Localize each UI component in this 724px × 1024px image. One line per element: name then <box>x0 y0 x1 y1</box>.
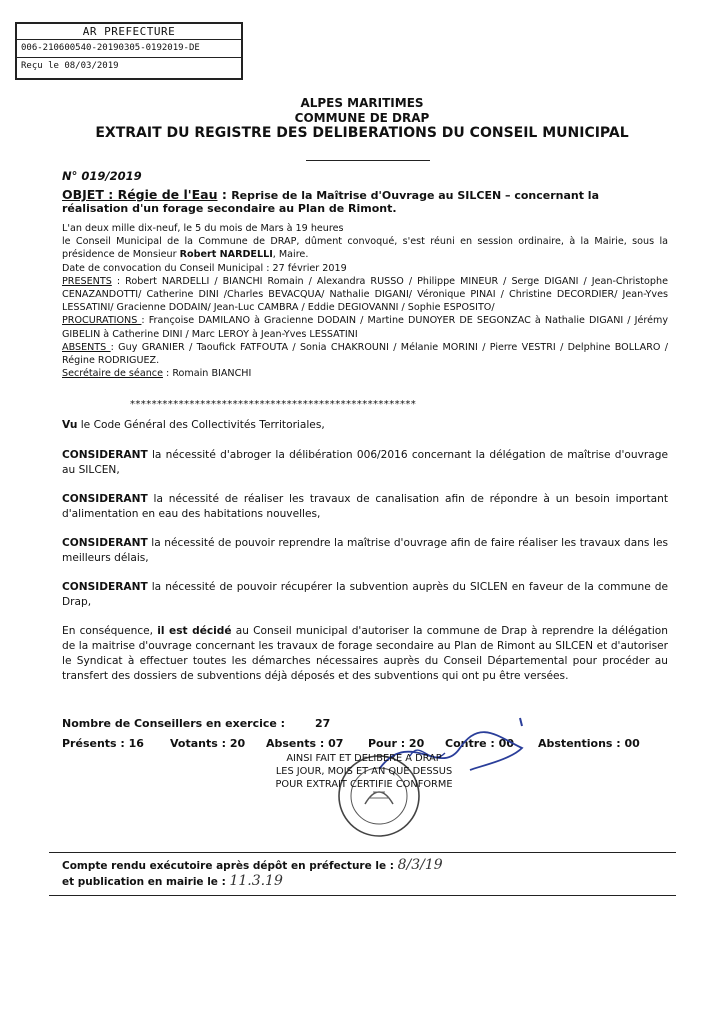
objet-block <box>62 188 662 215</box>
secretary-label: Secrétaire de séance <box>62 368 163 380</box>
session-convened <box>62 235 668 261</box>
prefecture-title: AR PREFECTURE <box>17 24 241 40</box>
considerant-text: la nécessité de réaliser les travaux de canalisation afin de répondre à un besoin important d'alimentation en eau des habitations nouvelles, <box>62 493 668 520</box>
prefecture-stamp <box>15 22 243 80</box>
objet-text: Reprise de la Maîtrise d'Ouvrage au SILCEN – concernant la réalisation d'un forage secondaire au Plan de Rimont. <box>62 189 600 215</box>
closing-line-1: AINSI FAIT ET DELIBERE A DRAP <box>286 753 442 764</box>
vu-label: Vu <box>62 419 78 431</box>
prefecture-reference: 006-210600540-20190305-0192019-DE <box>17 40 241 58</box>
considerant-text: la nécessité de pouvoir reprendre la maîtrise d'ouvrage afin de faire réaliser les travaux dans les meilleurs délais, <box>62 537 668 564</box>
deliberation-number: N° 019/2019 <box>62 169 142 183</box>
presents-label: PRESENTS <box>62 275 112 287</box>
heading-divider <box>306 160 430 161</box>
contre-count: Contre : 00 <box>445 737 514 750</box>
decision-verb: il est décidé <box>157 625 232 637</box>
session-date: L'an deux mille dix-neuf, le 5 du mois de Mars à 19 heures <box>62 223 344 234</box>
publication-date: 11.3.19 <box>229 873 283 889</box>
publication-label: et publication en mairie le : <box>62 876 226 888</box>
mayor-title: , Maire. <box>272 249 309 261</box>
mayor-name: Robert NARDELLI <box>179 249 273 261</box>
procurations-label: PROCURATIONS <box>62 315 142 327</box>
vu-text: le Code Général des Collectivités Territoriales, <box>77 419 325 431</box>
executoire-label: Compte rendu exécutoire après dépôt en préfecture le : <box>62 860 394 872</box>
abstentions-count: Abstentions : 00 <box>538 737 640 750</box>
absents-label: ABSENTS <box>62 341 111 353</box>
decision-intro: En conséquence, <box>62 625 158 637</box>
decision-text: au Conseil municipal d'autoriser la commune de Drap à reprendre la délégation de la maitrise d'ouvrage concernant les travaux de forage secondaire au Plan de Rimont au SILCEN et d'autoriser le Syndicat à effectuer toutes les démarches nécessaires auprès du Conseil Départemental pour procéder au transfert des dossiers de subventions déjà déposés et des subventions qui ont pu être versées. <box>62 625 668 682</box>
secretary-name: : Romain BIANCHI <box>162 368 252 380</box>
register-heading: EXTRAIT DU REGISTRE DES DELIBERATIONS DU CONSEIL MUNICIPAL <box>95 125 629 141</box>
prefecture-received-date: Reçu le 08/03/2019 <box>21 61 119 71</box>
procurations-list <box>62 314 668 340</box>
publication-line <box>62 873 283 889</box>
considerant-label: CONSIDERANT <box>62 493 148 505</box>
decision-paragraph <box>62 624 668 684</box>
department-heading: ALPES MARITIMES <box>300 96 424 110</box>
closing-line-2: LES JOUR, MOIS ET AN QUE DESSUS <box>275 766 453 777</box>
presents-names: : Robert NARDELLI / BIANCHI Romain / Alexandra RUSSO / Philippe MINEUR / Serge DIGANI / Jean-Christophe CENAZANDOTTI/ Catherine DINI /Charles BEVACQUA/ Nathalie DIGANI/ Véronique PINAI / Christine DECORDIER/ Jean-Yves LESSATINI/ Gracienne DODAIN/ Jean-Luc CAMBRA / Eddie DEGIOVANNI / Sophie ESPOSITO/ <box>62 275 668 314</box>
conseillers-exercice-label: Nombre de Conseillers en exercice : <box>62 717 286 730</box>
considerant-label: CONSIDERANT <box>62 537 148 549</box>
absents-names: : Guy GRANIER / Taoufick FATFOUTA / Sonia CHAKROUNI / Mélanie MORINI / Pierre VESTRI / Delphine BOLLARO / Régine RODRIGUEZ. <box>62 341 668 367</box>
closing-line-3: POUR EXTRAIT CERTIFIE CONFORME <box>275 779 453 790</box>
conseillers-exercice-count: 27 <box>315 717 331 730</box>
separator-stars: ***************************************************** <box>130 399 417 410</box>
executoire-line <box>62 857 443 873</box>
presents-list <box>62 275 668 315</box>
considerant-label: CONSIDERANT <box>62 449 148 461</box>
objet-separator: : <box>217 187 232 202</box>
absents-count: Absents : 07 <box>266 737 344 750</box>
pour-count: Pour : 20 <box>368 737 425 750</box>
commune-heading: COMMUNE DE DRAP <box>294 111 430 125</box>
convened-text: le Conseil Municipal de la Commune de DRAP, dûment convoqué, s'est réuni en session ordinaire, à la Mairie, sous la présidence de Monsieur <box>62 236 668 261</box>
preamble <box>62 222 668 380</box>
considerant-1 <box>62 448 668 478</box>
considerant-4 <box>62 580 668 610</box>
considerant-label: CONSIDERANT <box>62 581 148 593</box>
considerant-2 <box>62 492 668 522</box>
vu-paragraph <box>62 418 668 433</box>
votants-count: Votants : 20 <box>170 737 246 750</box>
considerant-3 <box>62 536 668 566</box>
convocation-date: Date de convocation du Conseil Municipal : 27 février 2019 <box>62 262 347 274</box>
considerant-text: la nécessité d'abroger la délibération 006/2016 concernant la délégation de maîtrise d'ouvrage au SILCEN, <box>62 449 668 476</box>
considerant-text: la nécessité de pouvoir récupérer la subvention auprès du SICLEN en faveur de la commune de Drap, <box>62 581 668 608</box>
executoire-date: 8/3/19 <box>397 857 443 873</box>
objet-label: OBJET : Régie de l'Eau <box>62 187 218 202</box>
secretary <box>62 367 668 380</box>
presents-count: Présents : 16 <box>62 737 144 750</box>
procurations-names: : Françoise DAMILANO à Gracienne DODAIN / Martine DUNOYER DE SEGONZAC à Nathalie DIGANI / Jérémy GIBELIN à Catherine DINI / Marc LEROY à Jean-Yves LESSATINI <box>62 315 669 340</box>
absents-list <box>62 341 668 367</box>
